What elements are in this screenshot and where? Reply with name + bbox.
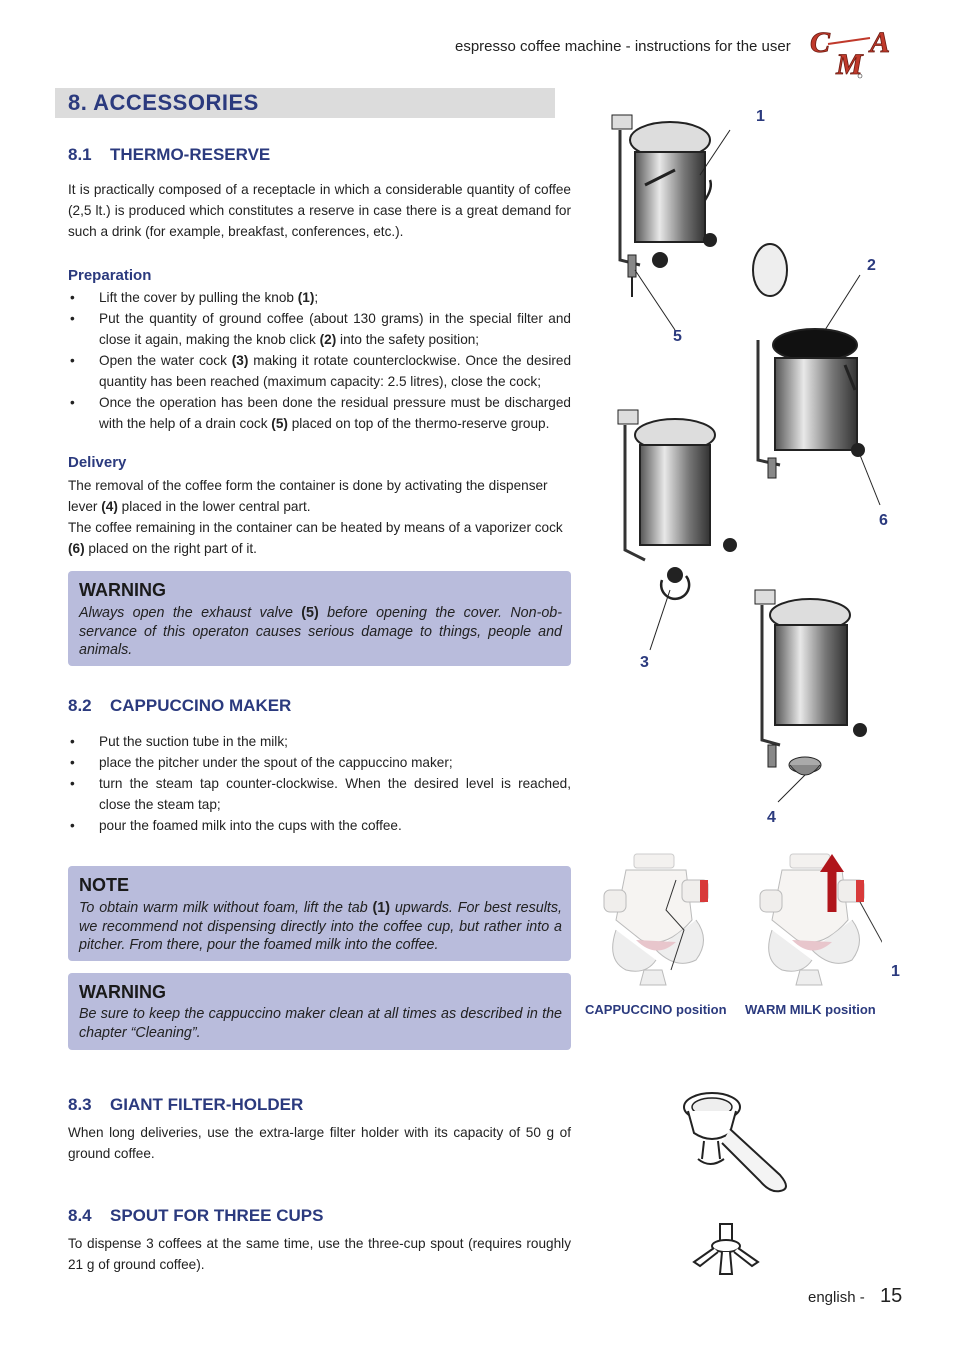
preparation-heading: Preparation [68, 267, 152, 284]
callout-5: 5 [673, 328, 682, 345]
page-number: 15 [880, 1285, 903, 1307]
caption-cappuccino-position: CAPPUCCINO position [585, 1002, 727, 1017]
note-box [68, 866, 571, 961]
list-item: • pour the foamed milk into the cups with the coffee. [68, 815, 571, 836]
callout-4: 4 [767, 809, 776, 826]
list-item: • place the pitcher under the spout of the cappuccino maker; [68, 752, 571, 773]
callout-6: 6 [879, 512, 888, 529]
svg-text:C: C [810, 26, 831, 59]
cma-logo [808, 24, 898, 80]
delivery-paragraph-2: The coffee remaining in the container can be heated by means of a vaporizer cock (6) placed on the right part of it. [68, 520, 563, 556]
thermo-reserve-intro: It is practically composed of a receptacle in which a considerable quantity of coffee (2,5 lt.) is produced which constitutes a reserve in case there is a great demand for such a drink (for example, breakfast, conferences, etc.). [68, 182, 571, 239]
callout-1-tab: 1 [891, 963, 900, 980]
list-item: • Once the operation has been done the residual pressure must be discharged with the help of a drain cock (5) placed on top of the thermo-reserve group. [68, 392, 571, 434]
three-cup-spout-image [690, 1222, 762, 1278]
cappuccino-list [68, 731, 571, 836]
delivery-heading: Delivery [68, 454, 127, 471]
thermo-unit-3 [618, 410, 737, 650]
list-item: • Put the quantity of ground coffee (about 130 grams) in the special filter and close it again, making the knob click (2) into the safety position; [68, 308, 571, 350]
heading-8-1: 8.1 THERMO-RESERVE [68, 145, 271, 164]
caption-warm-milk-position: WARM MILK position [745, 1002, 876, 1017]
svg-text:A: A [870, 26, 891, 59]
delivery-paragraph-1: The removal of the coffee form the container is done by activating the dispenser lever (4) placed in the lower central part. [68, 478, 548, 514]
warning-text: Always open the exhaust valve (5) before opening the cover. Non-ob-servance of this operaton causes serious damage to things, people and animals. [79, 605, 562, 658]
warning-title: WARNING [79, 580, 166, 600]
giant-filter-holder-image [680, 1085, 800, 1195]
thermo-unit-1 [612, 115, 730, 330]
heading-8-4: 8.4 SPOUT FOR THREE CUPS [68, 1206, 324, 1225]
thermo-reserve-illustration [600, 90, 910, 840]
thermo-unit-2 [753, 244, 880, 505]
filter-holder-text: When long deliveries, use the extra-large filter holder with its capacity of 50 g of ground coffee. [68, 1125, 571, 1161]
cappuccino-position-image [596, 850, 716, 990]
list-item: • Open the water cock (3) making it rotate counterclockwise. Once the desired quantity has been reached (maximum capacity: 2.5 litres), close the cock; [68, 350, 571, 392]
warm-milk-position-image [752, 850, 882, 990]
three-cup-spout-text: To dispense 3 coffees at the same time, use the three-cup spout (requires roughly 21 g of ground coffee). [68, 1236, 571, 1272]
note-title: NOTE [79, 875, 130, 895]
heading-8-3: 8.3 GIANT FILTER-HOLDER [68, 1095, 304, 1114]
preparation-list [68, 287, 571, 434]
callout-2: 2 [867, 257, 876, 274]
header-text: espresso coffee machine - instructions for the user [455, 38, 791, 55]
warning-title: WARNING [79, 982, 166, 1002]
warning-box-cleaning [68, 973, 571, 1050]
svg-text:M: M [836, 48, 863, 80]
section-title: 8. ACCESSORIES [68, 90, 259, 115]
thermo-unit-4 [755, 590, 867, 802]
list-item: • Lift the cover by pulling the knob (1); [68, 287, 571, 308]
warning-text: Be sure to keep the cappuccino maker clean at all times as described in the chapter “Cleaning”. [79, 1006, 562, 1041]
warning-box-exhaust [68, 571, 571, 666]
list-item: • Put the suction tube in the milk; [68, 731, 571, 752]
callout-3: 3 [640, 654, 649, 671]
callout-1: 1 [756, 108, 765, 125]
footer-language: english - [808, 1289, 865, 1306]
heading-8-2: 8.2 CAPPUCCINO MAKER [68, 696, 292, 715]
list-item: • turn the steam tap counter-clockwise. When the desired level is reached, close the steam tap; [68, 773, 571, 815]
note-text: To obtain warm milk without foam, lift the tab (1) upwards. For best results, we recommend not dispensing directly into the coffee cup, but rather into a pitcher. From there, pour the foamed milk into the coffee. [79, 900, 562, 953]
